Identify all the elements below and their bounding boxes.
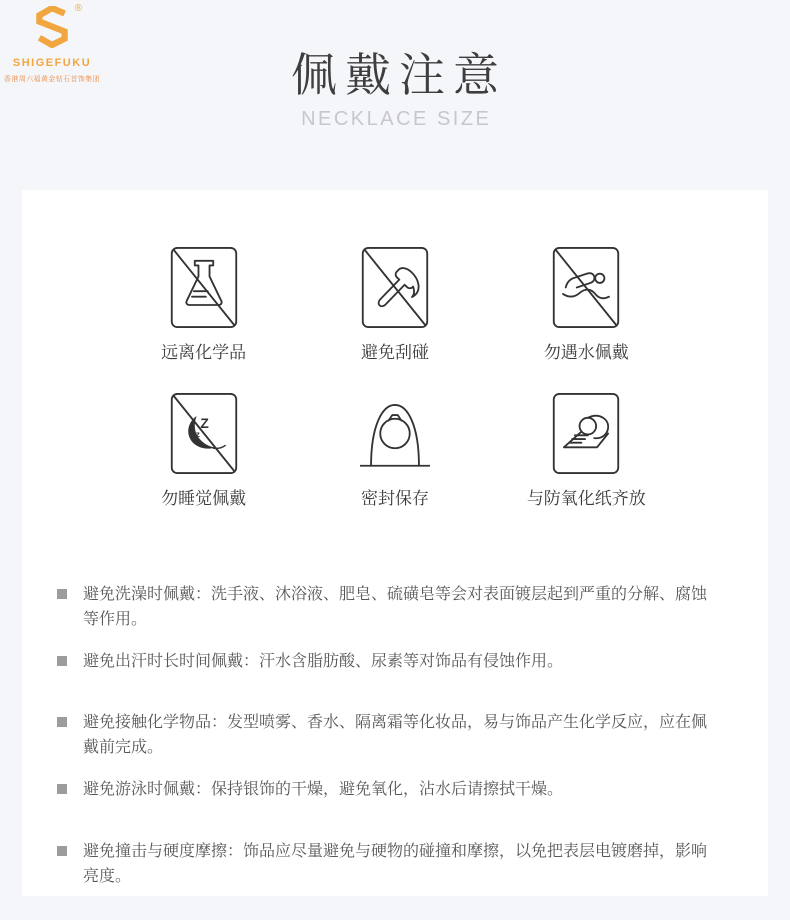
care-item-label: 远离化学品 [161,343,247,362]
registered-mark: ® [74,3,82,14]
bullet-square-icon [57,784,67,794]
care-notes-list [57,582,713,889]
no-sleep-icon [169,391,239,476]
care-item-no-chemicals [161,245,246,364]
care-item-no-water [544,245,629,364]
care-item-label: 避免刮碰 [360,343,429,362]
note-text: 避免游泳时佩戴：保持银饰的干燥，避免氧化，沾水后请擦拭干燥。 [83,781,564,798]
no-scratch-icon [360,245,430,330]
anti-oxidation-paper-icon [551,391,621,476]
care-item-sealed-storage [360,391,430,510]
care-item-label: 与防氧化纸齐放 [526,489,646,508]
note-item [57,777,713,802]
note-text: 避免撞击与硬度摩擦：饰品应尽量避免与硬物的碰撞和摩擦，以免把表层电镀磨掉，影响亮度。 [83,843,708,885]
care-icon-grid [108,245,682,510]
note-item [57,649,713,674]
svg-text:z: z [195,430,200,440]
content-card [22,190,768,896]
brand-logo [0,3,104,83]
note-item [57,710,713,760]
no-chemicals-icon [169,245,239,330]
page-header [0,0,790,190]
page-subtitle: NECKLACE SIZE [301,108,492,130]
brand-logo-mark [34,3,82,48]
brand-tagline: 香港周六福黄金钻石首饰集团 [3,76,101,83]
title-block [0,0,790,129]
care-item-label: 密封保存 [360,489,429,508]
bullet-square-icon [57,589,67,599]
note-item [57,582,713,632]
bullet-square-icon [57,656,67,666]
note-text: 避免洗澡时佩戴：洗手液、沐浴液、肥皂、硫磺皂等会对表面镀层起到严重的分解、腐蚀等作用。 [83,586,708,628]
care-item-no-scratch [360,245,430,364]
care-item-label: 勿遇水佩戴 [543,343,629,362]
care-item-anti-oxidation-paper [527,391,646,510]
care-item-label: 勿睡觉佩戴 [161,489,247,508]
hexagon-s-icon [34,6,70,48]
brand-name: SHIGEFUKU [12,57,92,69]
svg-text:Z: Z [199,414,209,431]
note-item [57,839,713,889]
no-water-icon [551,245,621,330]
sealed-storage-icon [360,391,430,476]
note-text: 避免接触化学物品：发型喷雾、香水、隔离霜等化妆品，易与饰品产生化学反应，应在佩戴前完成。 [83,714,708,756]
bullet-square-icon [57,717,67,727]
bullet-square-icon [57,846,67,856]
note-text: 避免出汗时长时间佩戴：汗水含脂肪酸、尿素等对饰品有侵蚀作用。 [83,653,564,670]
page-title: 佩戴注意 [291,49,507,101]
care-item-no-sleep [161,391,246,510]
